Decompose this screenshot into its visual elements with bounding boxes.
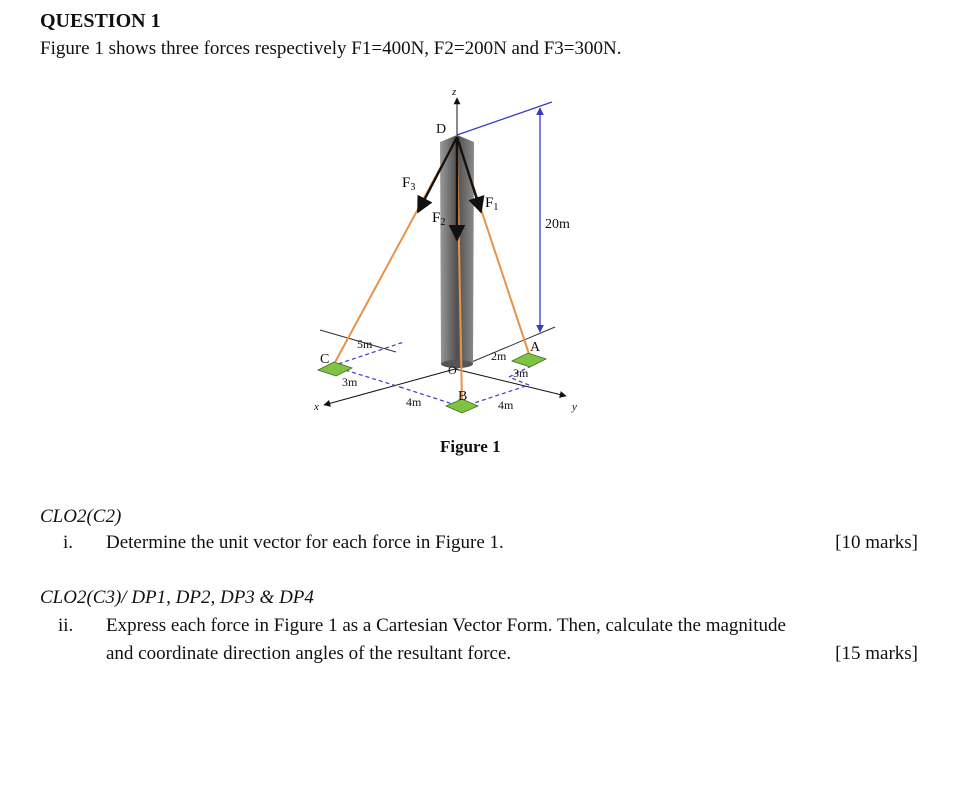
label-b: B xyxy=(458,389,468,404)
part1-number: i. xyxy=(63,532,74,553)
dim-label-4m-right: 4m xyxy=(498,398,514,412)
dim-label-3m-left: 3m xyxy=(342,375,358,389)
label-y: y xyxy=(572,401,577,413)
dim-20m-top-line xyxy=(457,102,552,135)
dim-label-20m: 20m xyxy=(545,217,570,232)
label-c: C xyxy=(320,352,330,367)
part2-number: ii. xyxy=(58,615,74,636)
label-a: A xyxy=(530,340,541,355)
dim-label-5m: 5m xyxy=(357,337,373,351)
label-o: O xyxy=(448,363,457,377)
question-intro: Figure 1 shows three forces respectively F1=400N, F2=200N and F3=300N. xyxy=(40,38,622,59)
label-f3: $F_3$ xyxy=(402,175,416,193)
part1-marks: [10 marks] xyxy=(835,532,918,553)
label-f2: $F_2$ xyxy=(432,210,446,228)
part1-text: Determine the unit vector for each force in Figure 1. xyxy=(106,532,504,553)
question-heading: QUESTION 1 xyxy=(40,10,161,32)
label-d: D xyxy=(436,122,447,137)
part2-clo: CLO2(C3)/ DP1, DP2, DP3 & DP4 xyxy=(40,587,314,608)
part2-line1: Express each force in Figure 1 as a Cartesian Vector Form. Then, calculate the magnitude xyxy=(106,615,786,636)
force-diagram xyxy=(300,80,620,420)
y-axis-line xyxy=(455,369,566,396)
dim-label-2m: 2m xyxy=(491,349,507,363)
anchor-a xyxy=(512,353,546,367)
pole-base xyxy=(441,360,473,368)
label-f1: $F_1$ xyxy=(485,195,499,213)
dim-label-3m-right: 3m xyxy=(513,366,529,380)
part2-marks: [15 marks] xyxy=(835,643,918,664)
part1-clo: CLO2(C2) xyxy=(40,506,122,527)
dim-label-4m-left: 4m xyxy=(406,395,422,409)
label-z: z xyxy=(452,86,457,98)
label-x: x xyxy=(314,401,319,413)
figure-caption: Figure 1 xyxy=(440,437,501,456)
part2-line2: and coordinate direction angles of the resultant force. xyxy=(106,643,512,664)
